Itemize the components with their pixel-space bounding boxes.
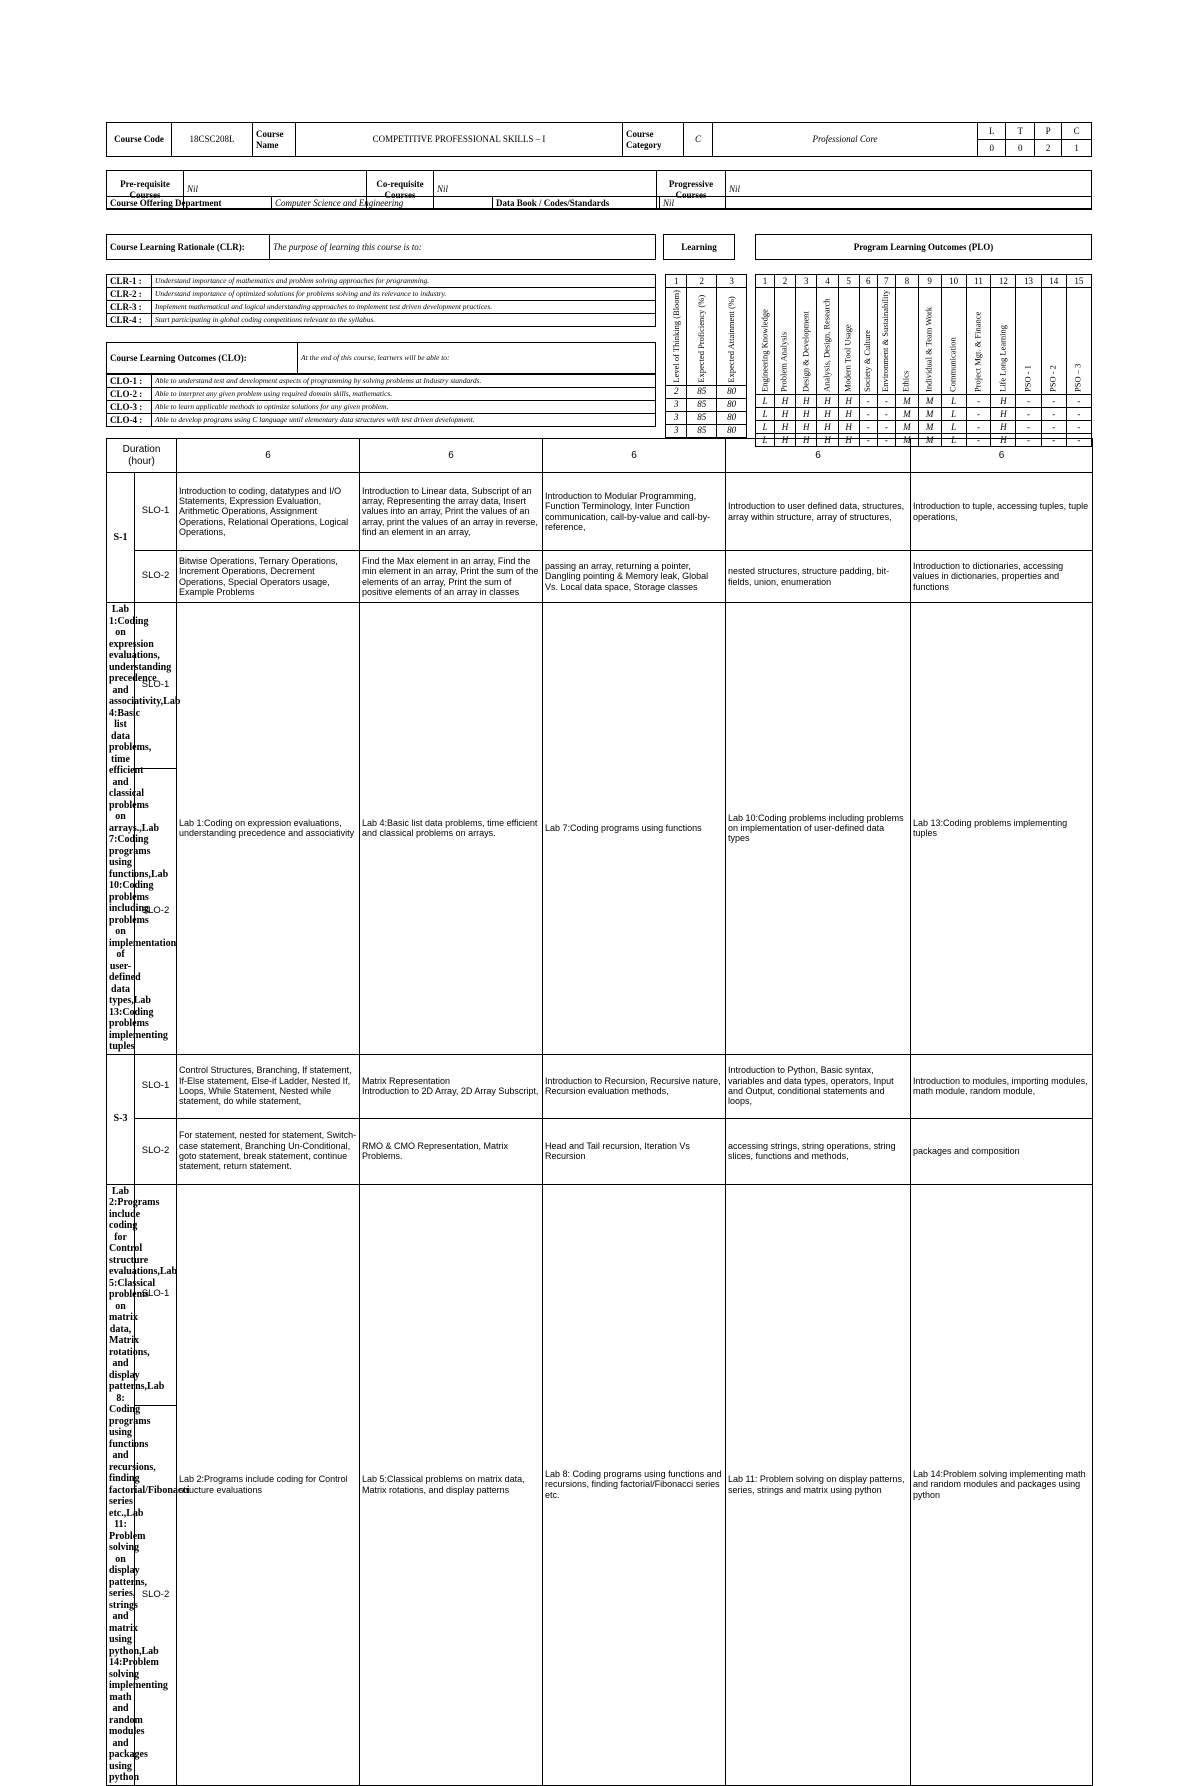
learning-header: Level of Thinking (Bloom) [666, 288, 687, 386]
plo-mapping-cell: - [1016, 408, 1041, 421]
plo-header: PSO - 1 [1016, 288, 1041, 395]
plo-mapping-cell: H [774, 421, 795, 434]
lab-cell: Lab 14:Problem solving implementing math and random modules and packages using python [911, 1184, 1093, 1785]
topic-cell: Introduction to dictionaries, accessing values in dictionaries, properties and functions [911, 551, 1093, 603]
plo-mapping-cell: H [774, 395, 795, 408]
plo-header: Ethics [895, 288, 918, 395]
course-category-label: Course Category [623, 123, 684, 157]
plo-mapping-cell: H [838, 421, 859, 434]
topic-cell: Introduction to coding, datatypes and I/O Statements, Expression Evaluation, Arithmetic Operations, Assignment Operations, Relational Operations, Logical Operations, [177, 473, 360, 551]
clo-list [106, 374, 656, 427]
dept-value: Computer Science and Engineering [272, 197, 493, 210]
topic-cell: Bitwise Operations, Ternary Operations, Increment Operations, Decrement Operations, Special Operators usage, Example Problems [177, 551, 360, 603]
plo-mapping-cell: H [838, 408, 859, 421]
topic-cell: Find the Max element in an array, Find the min element in an array, Print the sum of the elements of an array, Print the sum of positive elements of an array in classes [360, 551, 543, 603]
topic-cell: Introduction to Python, Basic syntax, variables and data types, operators, Input and Output, conditional statements and loops, [726, 1054, 911, 1118]
plo-mapping-cell: H [817, 408, 838, 421]
lab-cell: Lab 7:Coding programs using functions [543, 603, 726, 1055]
session-s1: S-1 [107, 473, 135, 603]
plo-header: Environment & Sustainability [877, 288, 895, 395]
slo-1-label: SLO-1 [135, 473, 177, 551]
plo-mapping-cell: M [895, 408, 918, 421]
duration-value: 6 [543, 439, 726, 473]
course-category-name: Professional Core [713, 123, 978, 157]
plo-mapping-cell: - [1016, 421, 1041, 434]
clr-id: CLR-4 : [107, 314, 152, 327]
clo-id: CLO-2 : [107, 388, 152, 401]
topic-cell: RMO & CMO Representation, Matrix Problems. [360, 1118, 543, 1184]
databook-value: Nil [660, 197, 1092, 210]
plo-header: Problem Analysis [774, 288, 795, 395]
clo-label: Course Learning Outcomes (CLO): [107, 343, 298, 374]
prereq-label: Pre-requisite Courses [107, 171, 184, 209]
plo-mapping-cell: L [941, 434, 966, 447]
prereq-value: Nil [184, 171, 367, 209]
clo-text: Able to interpret any given problem using required domain skills, mathematics. [152, 388, 656, 401]
plo-mapping-cell: M [918, 421, 941, 434]
plo-number: 7 [877, 275, 895, 288]
plo-mapping-cell: H [817, 395, 838, 408]
ltpc-value-p: 2 [1034, 140, 1061, 157]
plo-mapping-cell: - [1066, 434, 1091, 447]
slo-1-label: SLO-1 [135, 603, 177, 769]
clo2-learn-2: 85 [687, 398, 717, 411]
plo-header: Communication [941, 288, 966, 395]
lab-cell: Lab 4:Basic list data problems, time efficient and classical problems on arrays. [360, 603, 543, 1055]
plo-mapping-cell: - [859, 421, 877, 434]
topic-cell: accessing strings, string operations, string slices, functions and methods, [726, 1118, 911, 1184]
course-code-label: Course Code [107, 123, 172, 157]
schedule-table [106, 438, 1093, 1786]
clo-text: Able to understand test and development aspects of programming by solving problems at Industry standards. [152, 375, 656, 388]
plo-mapping-cell: H [796, 408, 817, 421]
plo-number: 12 [991, 275, 1016, 288]
plo-mapping-cell: - [1041, 421, 1066, 434]
plo-number: 6 [859, 275, 877, 288]
clr-id: CLR-1 : [107, 275, 152, 288]
course-name: COMPETITIVE PROFESSIONAL SKILLS – I [296, 123, 623, 157]
clr-text: Understand importance of optimized solutions for problems solving and its relevance to industry. [152, 288, 656, 301]
plo-mapping-cell: - [1041, 408, 1066, 421]
lab-cell: Lab 11: Problem solving on display patterns, series, strings and matrix using python [726, 1184, 911, 1785]
topic-cell: Introduction to modules, importing modules, math module, random module, [911, 1054, 1093, 1118]
plo-mapping-cell: L [756, 434, 775, 447]
plo-number: 10 [941, 275, 966, 288]
clr-header-table [106, 234, 656, 260]
plo-number-row [756, 275, 1092, 288]
clo-text: Able to learn applicable methods to optimize solutions for any given problem. [152, 401, 656, 414]
clo-header-table [106, 342, 656, 374]
plo-mapping-cell: L [756, 421, 775, 434]
databook-label: Data Book / Codes/Standards [493, 197, 660, 210]
plo-number: 8 [895, 275, 918, 288]
plo-mapping-cell: M [918, 434, 941, 447]
clo4-learn-2: 85 [687, 424, 717, 437]
plo-header: Life Long Learning [991, 288, 1016, 395]
plo-header: PSO – 3 [1066, 288, 1091, 395]
lab-cell: Lab 1:Coding on expression evaluations, understanding precedence and associativity [177, 603, 360, 1055]
lab-cell: Lab 5:Classical problems on matrix data, Matrix rotations, and display patterns [360, 1184, 543, 1785]
slo-2-label: SLO-2 [135, 1405, 177, 1785]
slo-2-label: SLO-2 [135, 1118, 177, 1184]
plo-header: Design & Development [796, 288, 817, 395]
plo-mapping-cell: H [796, 434, 817, 447]
plo-clo1-row [756, 395, 1092, 408]
clo-intro: At the end of this course, learners will be able to: [298, 343, 656, 374]
slo-1-label: SLO-1 [135, 1054, 177, 1118]
plo-mapping-cell: H [991, 408, 1016, 421]
slo-2-label: SLO-2 [135, 769, 177, 1054]
course-name-label: Course Name [253, 123, 296, 157]
topic-cell: Matrix Representation Introduction to 2D Array, 2D Array Subscript, [360, 1054, 543, 1118]
learning-number: 2 [687, 275, 717, 288]
topic-cell: packages and composition [911, 1118, 1093, 1184]
plo-mapping-cell: H [991, 395, 1016, 408]
learning-number: 1 [666, 275, 687, 288]
duration-value: 6 [911, 439, 1093, 473]
progressive-label: Progressive Courses [657, 171, 726, 209]
plo-matrix [755, 274, 1092, 447]
plo-mapping-cell: - [859, 434, 877, 447]
clo2-learn-1: 3 [666, 398, 687, 411]
plo-number: 5 [838, 275, 859, 288]
clr-intro: The purpose of learning this course is to: [270, 235, 656, 260]
clo2-learn-3: 80 [717, 398, 747, 411]
slo-1-label: SLO-1 [135, 1184, 177, 1405]
learning-header: Expected Proficiency (%) [687, 288, 717, 386]
plo-mapping-cell: - [966, 421, 991, 434]
plo-mapping-cell: - [1066, 421, 1091, 434]
plo-mapping-cell: - [877, 395, 895, 408]
plo-number: 1 [756, 275, 775, 288]
ltpc-header-l: L [978, 123, 1006, 140]
duration-value: 6 [177, 439, 360, 473]
plo-mapping-cell: H [796, 421, 817, 434]
topic-cell: Introduction to Recursion, Recursive nature, Recursion evaluation methods, [543, 1054, 726, 1118]
plo-header: Project Mgt. & Finance [966, 288, 991, 395]
topic-cell: For statement, nested for statement, Switch-case statement, Branching Un-Conditional, goto statement, break statement, continue statement, return statement. [177, 1118, 360, 1184]
ltpc-value-t: 0 [1006, 140, 1034, 157]
plo-mapping-cell: - [966, 408, 991, 421]
topic-cell: Head and Tail recursion, Iteration Vs Recursion [543, 1118, 726, 1184]
plo-number: 14 [1041, 275, 1066, 288]
ltpc-header-c: C [1062, 123, 1092, 140]
plo-mapping-cell: - [859, 395, 877, 408]
clo-text: Able to develop programs using C language until elementary data structures with test driven development. [152, 414, 656, 427]
plo-mapping-cell: - [966, 434, 991, 447]
plo-mapping-cell: H [991, 434, 1016, 447]
plo-mapping-cell: M [895, 421, 918, 434]
learning-header: Expected Attainment (%) [717, 288, 747, 386]
plo-mapping-cell: - [877, 408, 895, 421]
topic-cell: Introduction to Linear data, Subscript of an array, Representing the array data, Insert values into an array, Print the values of an array, print the values of an array in reverse, find an element in an array, [360, 473, 543, 551]
topic-cell: Introduction to Modular Programming, Function Terminology, Inter Function communication, call-by-value and call-by-reference, [543, 473, 726, 551]
topic-cell: nested structures, structure padding, bit-fields, union, enumeration [726, 551, 911, 603]
plo-header: Modern Tool Usage [838, 288, 859, 395]
clr-list [106, 274, 656, 327]
plo-mapping-cell: M [895, 395, 918, 408]
slo-2-label: SLO-2 [135, 551, 177, 603]
plo-mapping-cell: - [1016, 395, 1041, 408]
clo-id: CLO-4 : [107, 414, 152, 427]
plo-header-row [756, 288, 1092, 395]
plo-header-table [755, 234, 1092, 260]
clr-id: CLR-3 : [107, 301, 152, 314]
plo-mapping-cell: - [1041, 395, 1066, 408]
plo-mapping-cell: L [941, 395, 966, 408]
plo-mapping-cell: - [1066, 395, 1091, 408]
duration-value: 6 [726, 439, 911, 473]
clo4-learn-3: 80 [717, 424, 747, 437]
plo-mapping-cell: L [941, 421, 966, 434]
coreq-label: Co-requisite Courses [367, 171, 434, 209]
plo-number: 13 [1016, 275, 1041, 288]
plo-mapping-cell: H [817, 434, 838, 447]
course-category: C [684, 123, 713, 157]
duration-value: 6 [360, 439, 543, 473]
plo-mapping-cell: M [918, 408, 941, 421]
plo-header: Analysis, Design, Research [817, 288, 838, 395]
coreq-value: Nil [434, 171, 657, 209]
clo3-learn-2: 85 [687, 411, 717, 424]
plo-number: 9 [918, 275, 941, 288]
clr-text: Implement mathematical and logical understanding approaches to implement test driven development practices. [152, 301, 656, 314]
plo-header: Engineering Knowledge [756, 288, 775, 395]
ltpc-value-c: 1 [1062, 140, 1092, 157]
dept-label: Course Offering Department [107, 197, 272, 210]
plo-mapping-cell: - [877, 421, 895, 434]
course-header-table [106, 122, 1092, 157]
session-s2: Lab 1:Coding on expression evaluations, understanding precedence and associativity,Lab 4:Basic list data problems, time efficient and classical problems on arrays.,Lab 7:Coding programs using functions,Lab 10:Coding problems including problems on implementation of user-defined data types,Lab 13:Coding problems implementing tuples [107, 603, 135, 1055]
ltpc-value-l: 0 [978, 140, 1006, 157]
plo-mapping-cell: M [895, 434, 918, 447]
plo-mapping-cell: L [756, 408, 775, 421]
plo-mapping-cell: H [991, 421, 1016, 434]
clo1-learn-1: 2 [666, 385, 687, 398]
clo3-learn-1: 3 [666, 411, 687, 424]
learning-matrix [665, 274, 747, 438]
plo-number: 3 [796, 275, 817, 288]
plo-number: 11 [966, 275, 991, 288]
plo-mapping-cell: - [966, 395, 991, 408]
lab-cell: Lab 13:Coding problems implementing tuples [911, 603, 1093, 1055]
clo3-learn-3: 80 [717, 411, 747, 424]
plo-mapping-cell: H [774, 408, 795, 421]
duration-label: Duration (hour) [107, 439, 177, 473]
ltpc-header-t: T [1006, 123, 1034, 140]
plo-mapping-cell: M [918, 395, 941, 408]
clo-id: CLO-1 : [107, 375, 152, 388]
plo-mapping-cell: - [877, 434, 895, 447]
clo-id: CLO-3 : [107, 401, 152, 414]
topic-cell: passing an array, returning a pointer, Dangling pointing & Memory leak, Global Vs. Local data space, Storage classes [543, 551, 726, 603]
plo-number: 15 [1066, 275, 1091, 288]
course-code: 18CSC208L [172, 123, 253, 157]
plo-header: Individual & Team Work [918, 288, 941, 395]
clr-text: Start participating in global coding competitions relevant to the syllabus. [152, 314, 656, 327]
plo-label: Program Learning Outcomes (PLO) [756, 235, 1092, 260]
plo-number: 4 [817, 275, 838, 288]
clo1-learn-2: 85 [687, 385, 717, 398]
plo-mapping-cell: H [817, 421, 838, 434]
plo-mapping-cell: - [1041, 434, 1066, 447]
learning-header-table [663, 234, 735, 260]
clr-label: Course Learning Rationale (CLR): [107, 235, 270, 260]
lab-cell: Lab 10:Coding problems including problems on implementation of user-defined data types [726, 603, 911, 1055]
learning-label: Learning [664, 235, 735, 260]
plo-header: PSO - 2 [1041, 288, 1066, 395]
topic-cell: Control Structures, Branching, If statement, If-Else statement, Else-if Ladder, Nested If, Loops, While Statement, Nested while statement, do while statement, [177, 1054, 360, 1118]
plo-mapping-cell: L [941, 408, 966, 421]
lab-cell: Lab 8: Coding programs using functions and recursions, finding factorial/Fibonacci series etc. [543, 1184, 726, 1785]
lab-cell: Lab 2:Programs include coding for Control structure evaluations [177, 1184, 360, 1785]
plo-header: Society & Culture [859, 288, 877, 395]
plo-mapping-cell: - [1016, 434, 1041, 447]
plo-mapping-cell: H [838, 434, 859, 447]
topic-cell: Introduction to user defined data, structures, array within structure, array of structures, [726, 473, 911, 551]
clr-text: Understand importance of mathematics and problem solving approaches for programming. [152, 275, 656, 288]
plo-mapping-cell: H [796, 395, 817, 408]
session-s3: S-3 [107, 1054, 135, 1184]
plo-mapping-cell: - [859, 408, 877, 421]
plo-mapping-cell: H [838, 395, 859, 408]
clr-id: CLR-2 : [107, 288, 152, 301]
plo-mapping-cell: - [1066, 408, 1091, 421]
topic-cell: Introduction to tuple, accessing tuples, tuple operations, [911, 473, 1093, 551]
ltpc-header-p: P [1034, 123, 1061, 140]
session-s4: Lab 2:Programs include coding for Control structure evaluations,Lab 5:Classical problems on matrix data, Matrix rotations, and display patterns,Lab 8: Coding programs using functions and recursions, finding factorial/Fibonacci series etc.,Lab 11: Problem solving on display patterns, series, strings and matrix using python,Lab 14:Problem solving implementing math and random modules and packages using python [107, 1184, 135, 1785]
clo4-learn-1: 3 [666, 424, 687, 437]
plo-mapping-cell: L [756, 395, 775, 408]
clo1-learn-3: 80 [717, 385, 747, 398]
plo-clo2-row [756, 408, 1092, 421]
progressive-value: Nil [726, 171, 1092, 209]
plo-mapping-cell: H [774, 434, 795, 447]
plo-number: 2 [774, 275, 795, 288]
learning-number: 3 [717, 275, 747, 288]
dept-table [106, 196, 1092, 210]
plo-clo3-row [756, 421, 1092, 434]
